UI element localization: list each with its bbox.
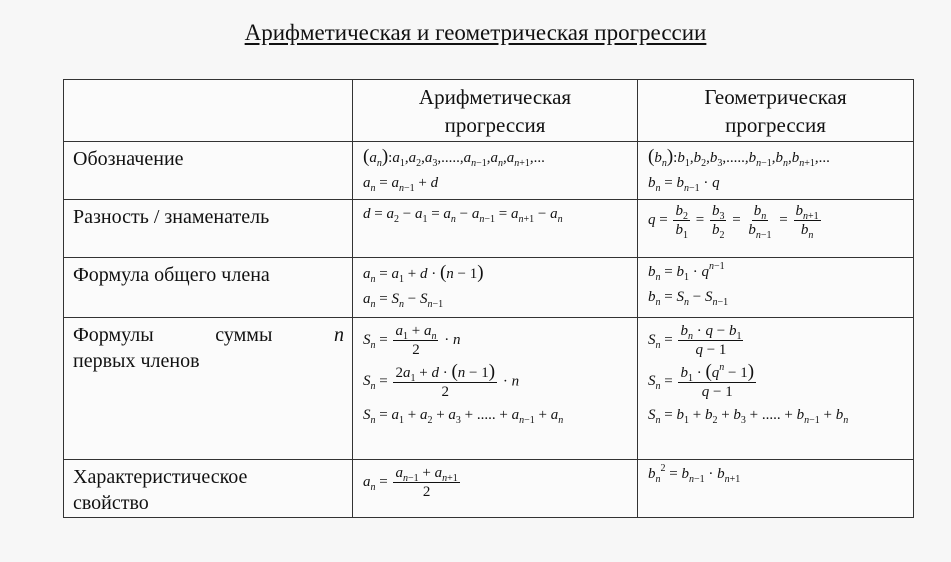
formula-geom-general-term: $b_n = b_1 \cdot q^{n-1}$ $b_n = S_n - S_{n-1}$ xyxy=(638,258,914,318)
table-row xyxy=(64,460,914,518)
formula-geom-notation: $(b_n):b_1,b_2,b_3,.....,b_{n-1},b_n,b_{n+1}$,... $b_n = b_{n-1} \cdot q$ xyxy=(638,142,914,200)
row-label-general-term: Формула общего члена xyxy=(64,258,353,318)
formula-geom-ratio: q = $\frac{b_2}{b_1}$ = $\frac{b_3}{b_2}$ = $\frac{b_n}{b_{n-1}}$ = $\frac{b_{n+1}}{b_n}$ xyxy=(638,200,914,258)
table-row xyxy=(64,142,914,200)
header-arithmetic: Арифметическая прогрессия xyxy=(353,80,638,142)
header-geometric: Геометрическая прогрессия xyxy=(638,80,914,142)
progressions-table xyxy=(63,79,914,518)
table-row xyxy=(64,318,914,460)
formula-arith-difference: $d = a_2 - a_1 = a_n - a_{n-1} = a_{n+1} - a_n$ xyxy=(353,200,638,258)
row-label-sum: Формулы суммы n первых членов xyxy=(64,318,353,460)
table-row xyxy=(64,200,914,258)
formula-geom-sum: $S_n$ = $\frac{b_n \cdot q - b_1}{q - 1}$ $S_n$ = $\frac{b_1 \cdot (q^n - 1)}{q - 1}$ $S_n = b_1 + b_2 + b_3$ + ..... + $b_{n-1} + b_n$ xyxy=(638,318,914,460)
formula-arith-general-term: $a_n = a_1 + d \cdot (n - 1)$ $a_n = S_n - S_{n-1}$ xyxy=(353,258,638,318)
row-label-notation: Обозначение xyxy=(64,142,353,200)
table-row xyxy=(64,258,914,318)
row-label-property: Характеристическое свойство xyxy=(64,460,353,518)
formula-arith-property: $a_n$ = $\frac{a_{n-1} + a_{n+1}}{2}$ xyxy=(353,460,638,518)
formula-arith-notation: $(a_n):a_1,a_2,a_3,.....,a_{n-1},a_n,a_{n+1}$,... $a_n = a_{n-1} + d$ xyxy=(353,142,638,200)
formula-arith-sum: $S_n$ = $\frac{a_1 + a_n}{2}$ · n $S_n$ = $\frac{2a_1 + d \cdot (n - 1)}{2}$ · n $S_n = a_1 + a_2 + a_3$ + ..... + $a_{n-1} + a_n$ xyxy=(353,318,638,460)
formula-geom-property: $b_n^2 = b_{n-1} \cdot b_{n+1}$ xyxy=(638,460,914,518)
table-header-row xyxy=(64,80,914,142)
row-label-difference: Разность / знаменатель xyxy=(64,200,353,258)
page-title: Арифметическая и геометрическая прогрессии xyxy=(244,20,707,45)
header-empty xyxy=(64,80,353,142)
